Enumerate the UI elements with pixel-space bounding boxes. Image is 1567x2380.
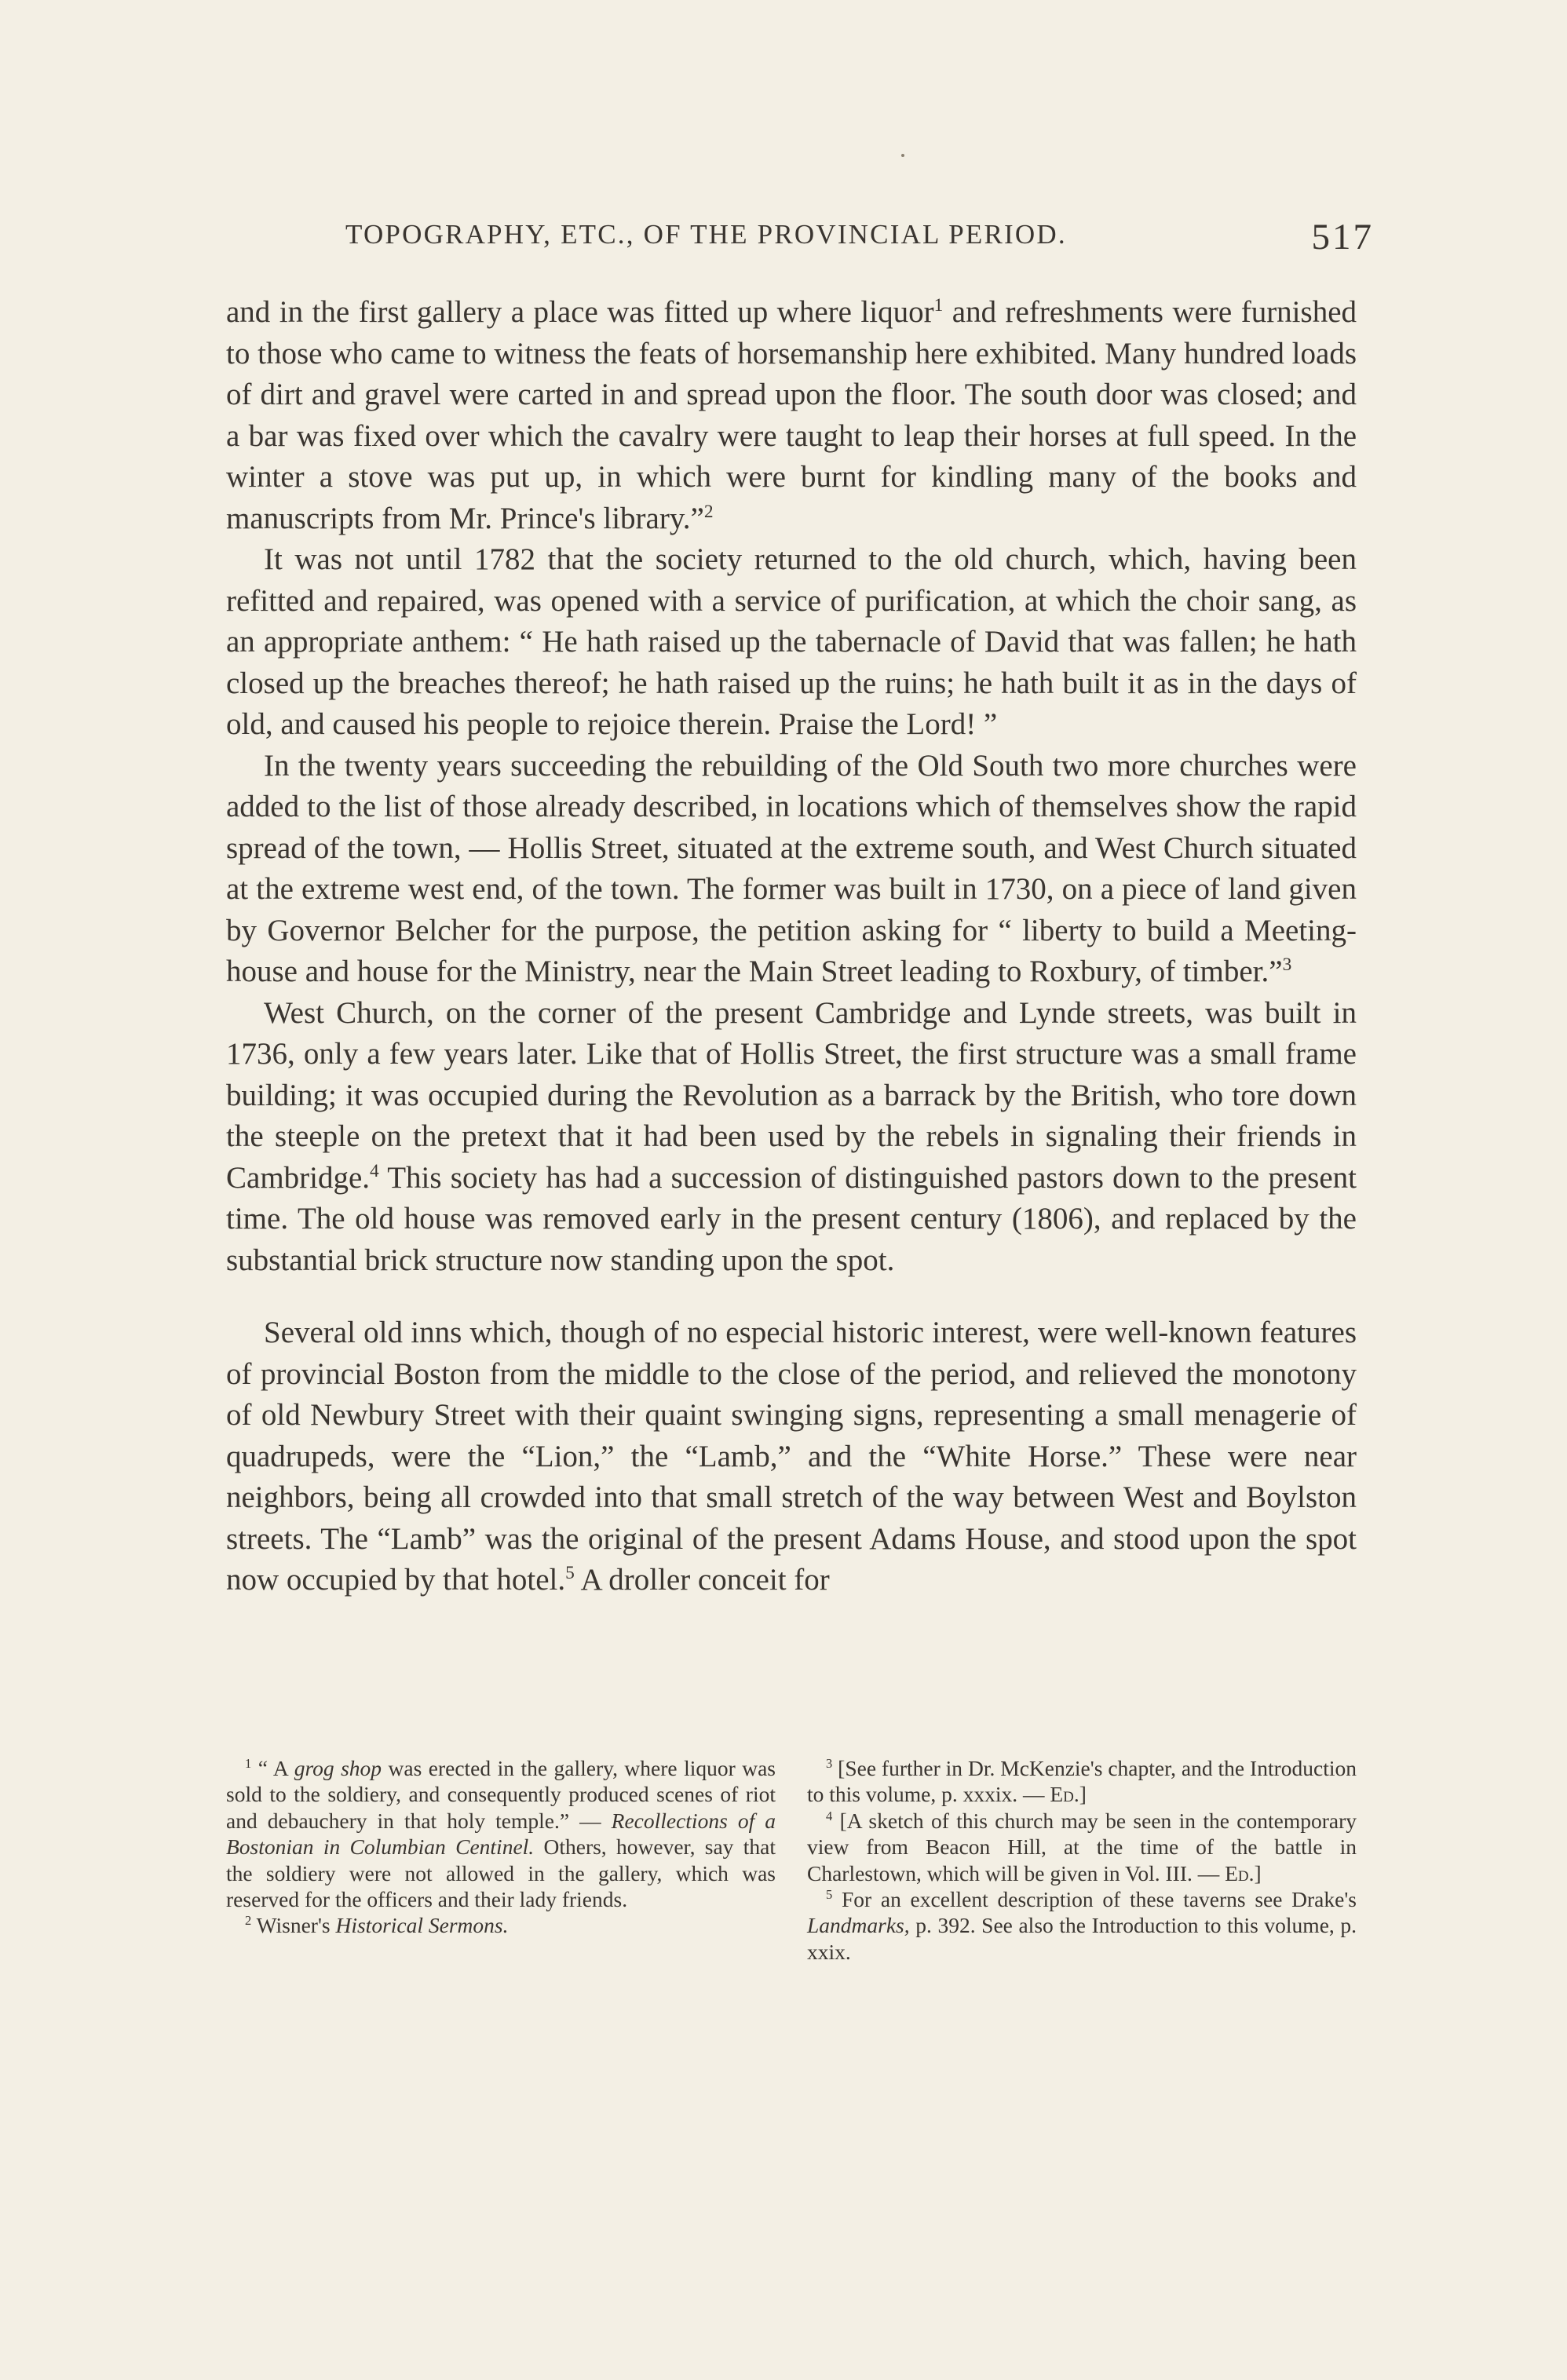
paragraph-5 — [226, 1312, 1357, 1601]
footnote-1 — [226, 1755, 776, 1912]
footnote-4-editor: Ed. — [1225, 1860, 1255, 1885]
page-speck — [901, 154, 904, 157]
paragraph-1-text-cont: and refreshments were furnished to those who came to witness the feats of horsemanship here exhibited. Many hundred loads of dirt and gravel were carted in and spread upon the floor. The south door was closed; and a bar was fixed over which the cavalry were taught to leap their horses at full speed. In the winter a stove was put up, in which were burnt for kindling many of the books and manuscripts from Mr. Prince's library.” — [226, 295, 1357, 535]
section-break — [226, 1281, 1357, 1312]
footnotes-left-column — [226, 1755, 776, 1965]
footnote-3-editor: Ed. — [1050, 1782, 1079, 1807]
footnote-2-source: Historical Sermons. — [335, 1913, 509, 1938]
running-title: TOPOGRAPHY, ETC., OF THE PROVINCIAL PERIOD. — [345, 219, 1067, 250]
running-head — [345, 216, 1374, 263]
footnote-2 — [226, 1912, 776, 1938]
footnote-5-mark: 5 — [826, 1887, 833, 1903]
paragraph-3-text: In the twenty years succeeding the rebuilding of the Old South two more churches were added to the list of those already described, in locations which of themselves show the rapid spread of the town, — Hollis Street, situated at the extreme south, and West Church situated at the extreme west end, of the town. The former was built in 1730, on a piece of land given by Governor Belcher for the purpose, the petition asking for “ liberty to build a Meeting-house and house for the Ministry, near the Main Street leading to Roxbury, of timber.” — [226, 748, 1357, 988]
paragraph-5-text: Several old inns which, though of no especial historic interest, were well-known features of provincial Boston from the middle to the close of the period, and relieved the monotony of old Newbury Street with their quaint swinging signs, representing a small menagerie of quadrupeds, were the “Lion,” the “Lamb,” and the “White Horse.” These were near neighbors, being all crowded into that small stretch of the way between West and Boylston streets. The “Lamb” was the original of the present Adams House, and stood upon the spot now occupied by that hotel. — [226, 1316, 1357, 1597]
footnote-1-source: Recollections of a Bostonian in Columbian Centinel. — [226, 1808, 776, 1860]
paragraph-4-text: West Church, on the corner of the present Cambridge and Lynde streets, was built in 1736, only a few years later. Like that of Hollis Street, the first structure was a small frame building; it was occupied during the Revolution as a barrack by the British, who tore down the steeple on the pretext that it had been used by the rebels in signaling their friends in Cambridge. — [226, 995, 1357, 1195]
footnote-1-italic: grog shop — [294, 1756, 382, 1780]
footnote-5 — [807, 1886, 1357, 1965]
paragraph-4 — [226, 993, 1357, 1282]
footnote-1-text-b: was erected in the gallery, where liquor was sold to the soldiery, and consequently produced scenes of riot and debauchery in that holy temple.” — — [226, 1756, 776, 1833]
footnote-4 — [807, 1808, 1357, 1886]
footnote-ref-1: 1 — [933, 294, 944, 316]
paragraph-1 — [226, 292, 1357, 539]
footnote-ref-2: 2 — [703, 501, 714, 522]
footnote-2-mark: 2 — [245, 1913, 252, 1929]
footnote-2-text: Wisner's — [251, 1913, 336, 1938]
paragraph-3 — [226, 746, 1357, 993]
footnotes-right-column — [807, 1755, 1357, 1965]
body-text — [226, 292, 1357, 1601]
footnote-1-mark: 1 — [245, 1756, 252, 1772]
paragraph-4-text-cont: This society has had a succession of distinguished pastors down to the present time. The old house was removed early in the present century (1806), and replaced by the substantial brick structure now standing upon the spot. — [226, 1160, 1357, 1277]
footnote-ref-3: 3 — [1282, 954, 1292, 975]
footnote-3-close: ] — [1079, 1782, 1087, 1807]
footnote-5-text-b: p. 392. See also the Introduction to this volume, p. xxix. — [807, 1913, 1357, 1964]
page-number: 517 — [1311, 217, 1374, 257]
footnote-3-mark: 3 — [826, 1756, 833, 1772]
footnote-5-text: For an excellent description of these taverns see Drake's — [832, 1887, 1357, 1912]
footnote-ref-4: 4 — [370, 1160, 379, 1181]
footnote-5-source: Landmarks, — [807, 1913, 910, 1938]
footnote-1-text-c: Others, however, say that the soldiery were not allowed in the gallery, which was reserved for the officers and their lady friends. — [226, 1834, 776, 1912]
footnote-3-text: [See further in Dr. McKenzie's chapter, and the Introduction to this volume, p. xxxix. — — [807, 1756, 1357, 1807]
footnote-4-text: [A sketch of this church may be seen in the contemporary view from Beacon Hill, at the time of the battle in Charlestown, which will be given in Vol. III. — — [807, 1808, 1357, 1885]
footnote-1-text: “ A — [251, 1756, 294, 1780]
footnote-3 — [807, 1755, 1357, 1808]
footnotes — [226, 1755, 1357, 1965]
footnote-4-close: ] — [1254, 1860, 1262, 1885]
paragraph-1-text: and in the first gallery a place was fitted up where liquor — [226, 295, 934, 329]
paragraph-2: It was not until 1782 that the society returned to the old church, which, having been refitted and repaired, was opened with a service of purification, at which the choir sang, as an appropriate anthem: “ He hath raised up the tabernacle of David that was fallen; he hath closed up the breaches thereof; he hath raised up the ruins; he hath built it as in the days of old, and caused his people to rejoice therein. Praise the Lord! ” — [226, 542, 1357, 741]
footnote-ref-5: 5 — [565, 1562, 575, 1583]
footnote-4-mark: 4 — [826, 1808, 833, 1823]
paragraph-5-text-cont: A droller conceit for — [574, 1563, 830, 1597]
